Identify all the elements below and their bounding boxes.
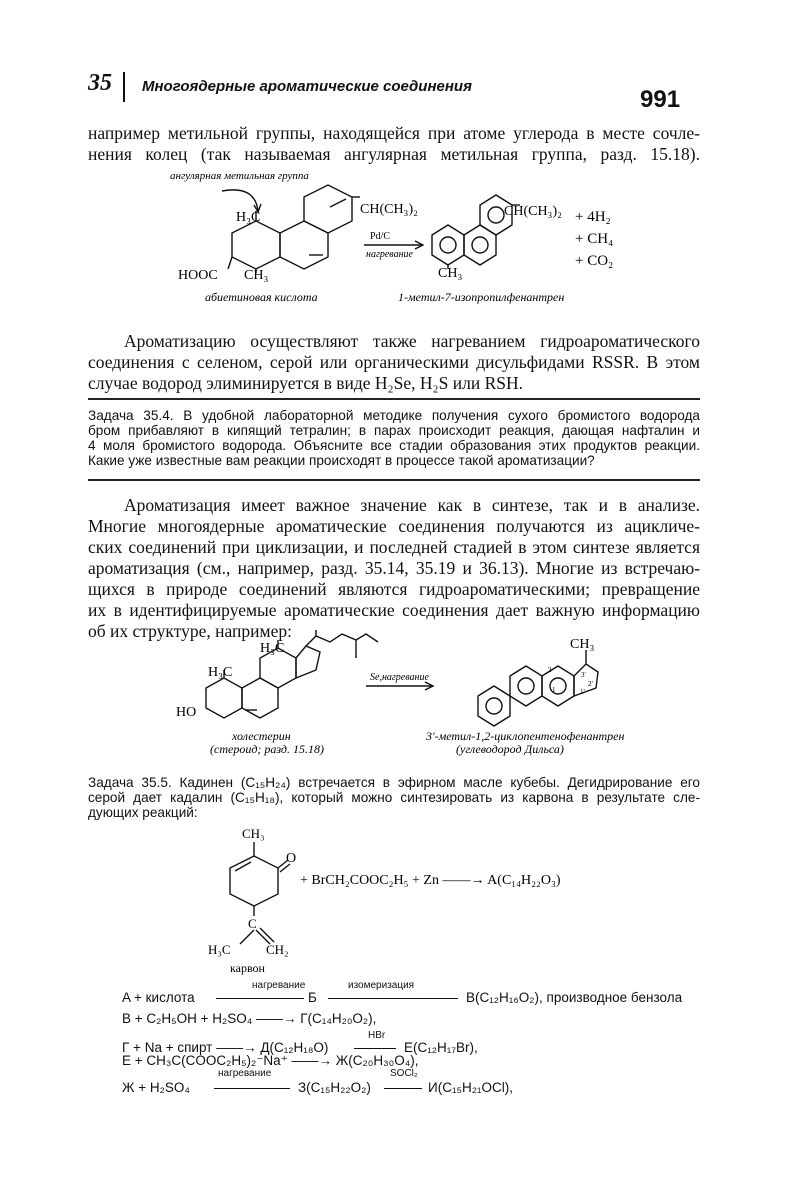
paragraph-line: соединения с селеном, серой или органическими дисульфидами RSSR. В этом bbox=[88, 352, 700, 372]
paragraph-line: случае водород элиминируется в виде H₂Se, H₂S или RSH. bbox=[88, 373, 524, 393]
reaction-4: E + CH₃C(COOC₂H₅)₂⁻Na⁺ ——→ Ж(C₂₀H₃₀O₄), bbox=[122, 1053, 419, 1068]
reaction-condition: SOCl₂ bbox=[390, 1068, 418, 1079]
paragraph-line: щихся в природе соединений являются гидроароматическими; превращение bbox=[88, 579, 700, 599]
reaction-condition: изомеризация bbox=[348, 980, 415, 991]
byproduct-h2: + 4H₂ bbox=[575, 209, 611, 225]
reaction-right: И(C₁₅H₂₁OCl), bbox=[428, 1080, 513, 1095]
reaction-condition: нагревание bbox=[252, 980, 306, 991]
problem-35-5 bbox=[88, 775, 700, 820]
label-ch3: CH₃ bbox=[242, 826, 265, 841]
reagent-se: Se,нагревание bbox=[370, 672, 429, 683]
paragraph-line: ских соединений при циклизации, и последней стадией в этом синтезе является bbox=[88, 537, 700, 557]
paragraph-2 bbox=[88, 331, 700, 394]
reaction-left: Ж + H₂SO₄ bbox=[122, 1080, 190, 1095]
ring-number: 2 bbox=[548, 666, 552, 674]
chapter-title: Многоядерные ароматические соединения bbox=[142, 78, 472, 95]
condition-heat: нагревание bbox=[366, 249, 413, 260]
problem-line: дующих реакций: bbox=[88, 805, 198, 820]
annotation-text: ангулярная метильная группа bbox=[170, 170, 309, 182]
divider-top bbox=[88, 398, 700, 400]
carvone-reaction: + BrCH₂COOC₂H₅ + Zn ——→ A(C₁₄H₂₂O₃) bbox=[300, 873, 561, 888]
product-name: 1-метил-7-изопропилфенантрен bbox=[398, 290, 565, 304]
problem-line: Задача 35.4. В удобной лабораторной методике получения сухого бромистого водорода bbox=[88, 408, 700, 423]
product-ch3: CH₃ bbox=[438, 266, 463, 281]
label-o: O bbox=[286, 851, 297, 866]
problem-line: серой дает кадалин (C₁₅H₁₈), который можно синтезировать из карвона в результате сле- bbox=[88, 790, 700, 805]
page-number: 991 bbox=[640, 86, 681, 113]
problem-line: Какие уже известные вам реакции происходят в процессе такой ароматизации? bbox=[88, 453, 595, 468]
ring-a bbox=[232, 221, 280, 269]
reaction-left: Г + Na + спирт ——→ Д(C₁₂H₁₈O) bbox=[122, 1040, 329, 1055]
label-ch3: CH₃ bbox=[244, 268, 269, 283]
label-isopropyl: CH(CH₃)₂ bbox=[360, 202, 418, 217]
paragraph-3 bbox=[88, 495, 700, 642]
paragraph-line: их в идентифицируемые ароматические соединения дает важную информацию bbox=[88, 600, 700, 620]
product-ch3: CH₃ bbox=[570, 637, 595, 652]
paragraph-line: ароматизация (см., например, разд. 35.14, 35.19 и 36.13). Многие из встречаю- bbox=[88, 558, 700, 578]
problem-line: 4 моля бромистого водорода. Объясните все стадии образования этих продуктов реакции. bbox=[88, 438, 700, 453]
paragraph-line: Многие многоядерные ароматические соединения получаются из ацикличе- bbox=[88, 516, 700, 536]
reactant-name: абиетиновая кислота bbox=[205, 290, 318, 304]
label-ch2: CH₂ bbox=[266, 942, 289, 957]
label-hooc: HOOC bbox=[178, 268, 218, 283]
reaction-condition: HBr bbox=[368, 1030, 386, 1041]
reaction-right: E(C₁₂H₁₇Br), bbox=[404, 1040, 478, 1055]
arrow-line bbox=[354, 1048, 396, 1049]
reaction-left: A + кислота bbox=[122, 990, 195, 1005]
product-ring-1 bbox=[432, 225, 464, 265]
paragraph-line: об их структуре, например: bbox=[88, 621, 292, 641]
scheme-cholesterol bbox=[170, 628, 640, 758]
reactant-note: (стероид; разд. 15.18) bbox=[210, 742, 324, 756]
arrow-line bbox=[328, 998, 458, 999]
label-h3c-left: H₃C bbox=[208, 665, 233, 680]
reagent-pdc: Pd/C bbox=[370, 231, 391, 242]
ring-number: 3' bbox=[581, 671, 586, 679]
ring-number: 1 bbox=[552, 686, 556, 694]
ring-c bbox=[304, 185, 352, 233]
problem-35-4 bbox=[88, 408, 700, 468]
arrow-line bbox=[384, 1088, 422, 1089]
reaction-mid: З(C₁₅H₂₂O₂) bbox=[298, 1080, 371, 1095]
arrow-line bbox=[216, 998, 304, 999]
byproduct-ch4: + CH₄ bbox=[575, 231, 614, 247]
reaction-right: B(C₁₂H₁₆O₂), производное бензола bbox=[466, 990, 683, 1005]
reactant-name: холестерин bbox=[232, 729, 291, 743]
ring-b bbox=[280, 221, 328, 269]
chapter-number: 35 bbox=[88, 70, 112, 96]
label-ho: HO bbox=[176, 705, 197, 720]
paragraph-line: например метильной группы, находящейся при атоме углерода в месте сочле- bbox=[88, 123, 700, 143]
divider-bottom bbox=[88, 479, 700, 481]
paragraph-1 bbox=[88, 123, 700, 165]
reaction-5 bbox=[122, 1068, 697, 1104]
scheme-carvone bbox=[200, 822, 600, 982]
paragraph-line: Ароматизация имеет важное значение как в синтезе, так и в анализе. bbox=[124, 495, 700, 515]
problem-line: бром прибавляют в кипящий тетралин; в парах происходит реакция, дающая нафталин и bbox=[88, 423, 700, 438]
product-note: (углеводород Дильса) bbox=[456, 742, 564, 756]
header-divider bbox=[123, 72, 125, 102]
reaction-condition: нагревание bbox=[218, 1068, 272, 1079]
ring-number: 1' bbox=[580, 688, 585, 696]
reaction-2: B + C₂H₅OH + H₂SO₄ ——→ Г(C₁₄H₂₀O₂), bbox=[122, 1011, 377, 1026]
product-name: 3'-метил-1,2-циклопентенофенантрен bbox=[426, 729, 625, 743]
label-h3c: H₃C bbox=[208, 942, 231, 957]
label-h3c: H₃C bbox=[236, 210, 261, 225]
paragraph-line: Ароматизацию осуществляют также нагреванием гидроароматического bbox=[124, 331, 700, 351]
scheme-abietic-acid bbox=[160, 165, 640, 325]
carvone-name: карвон bbox=[230, 961, 265, 975]
product-ring-2 bbox=[464, 225, 496, 265]
paragraph-line: нения колец (так называемая ангулярная метильная группа, разд. 15.18). bbox=[88, 144, 700, 164]
problem-line: Задача 35.5. Кадинен (C₁₅H₂₄) встречается в эфирном масле кубебы. Дегидрирование его bbox=[88, 775, 700, 790]
ring-number: 2' bbox=[588, 680, 593, 688]
byproduct-co2: + CO₂ bbox=[575, 253, 614, 269]
arrow-line bbox=[214, 1088, 290, 1089]
reaction-mid: Б bbox=[308, 990, 317, 1005]
label-c: C bbox=[248, 916, 257, 931]
product-isopropyl: CH(CH₃)₂ bbox=[504, 204, 562, 219]
label-h3c-top: H₃C bbox=[260, 641, 285, 656]
